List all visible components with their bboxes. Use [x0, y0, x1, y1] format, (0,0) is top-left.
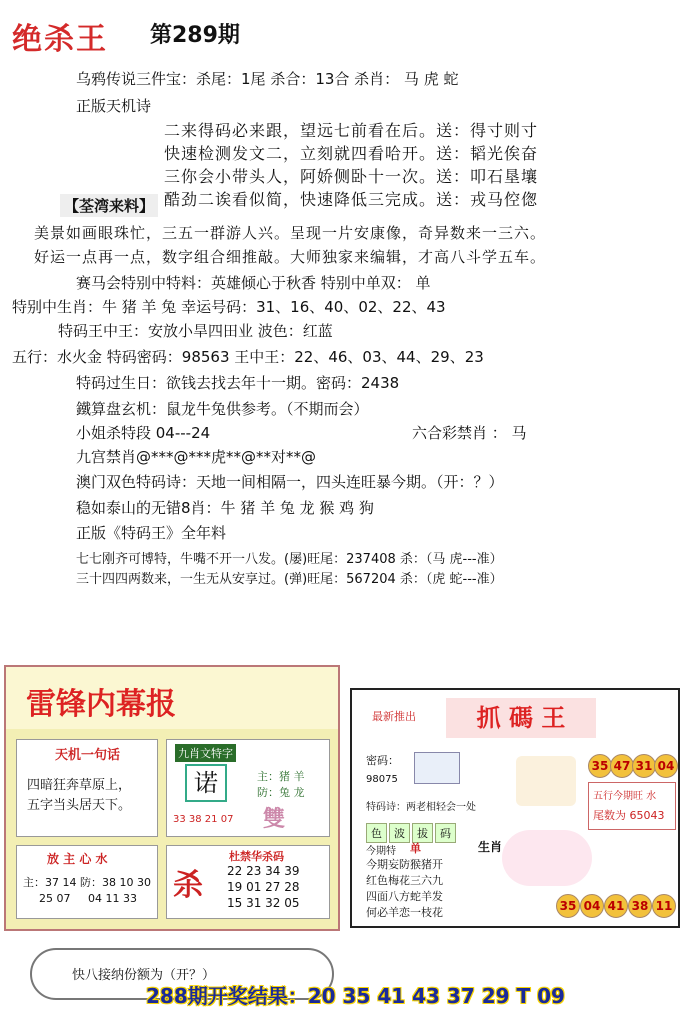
sha-row: 22 23 34 39	[227, 864, 300, 878]
nine-zodiac-title: 九肖文特字	[175, 744, 236, 762]
lottery-result: 288期开奖结果：20 35 41 43 37 29 T 09	[146, 984, 565, 1008]
weishu-label: 尾数为 65043	[593, 809, 665, 822]
sha-character: 杀	[173, 868, 203, 903]
left-panel-title: 雷锋内幕报	[26, 687, 176, 722]
wide-verse: 好运一点再一点，数字组合细推敲。大师独家来编辑，才高八斗学五车。	[34, 248, 547, 266]
wuxing-box	[588, 782, 676, 830]
shengxiao-label: 生肖	[478, 840, 503, 854]
poem-line: 三你会小带头人，阿娇侧卧十一次。送：叩石垦壤	[164, 167, 539, 186]
fangzhu-row: 主：37 14 防：38 10 30	[23, 876, 151, 889]
danshuang-label: 今期特	[366, 846, 396, 857]
info-line: 稳如泰山的无错8肖：牛 猪 羊 兔 龙 猴 鸡 狗	[76, 499, 374, 517]
sha-row: 15 31 32 05	[227, 896, 300, 910]
sha-box	[166, 845, 330, 919]
mima-number: 98075	[366, 774, 398, 785]
ball-number: 41	[604, 894, 628, 918]
logo-icon	[414, 752, 460, 784]
ball-number: 38	[628, 894, 652, 918]
ball-number: 31	[632, 754, 656, 778]
fangzhu-row: 25 07 04 11 33	[39, 892, 137, 905]
ball-number: 04	[580, 894, 604, 918]
tag-chip: 拔	[412, 823, 433, 843]
special-text: 两老相轻会一处	[406, 802, 476, 813]
left-panel-header	[6, 667, 338, 729]
poem-line: 二来得码必来跟，望远七前看在后。送：得寸则寸	[164, 121, 539, 140]
shuang-character: 雙	[263, 807, 286, 832]
ball-number: 35	[588, 754, 612, 778]
zodiac-poem-line: 红色梅花三六九	[366, 874, 443, 887]
ball-number: 11	[652, 894, 676, 918]
ball-number: 04	[654, 754, 678, 778]
info-line: 正版《特码王》全年料	[76, 524, 227, 542]
zodiac-poem-line: 今期妄防猴猪开	[366, 858, 443, 871]
zodiac-poem-line: 何必羊恋一枝花	[366, 906, 443, 919]
page-title: 绝杀王	[12, 22, 108, 57]
poem-line: 快速检测发文二，立刻就四看哈开。送：韬光俟奋	[164, 144, 539, 163]
info-line: 六合彩禁肖 ： 马	[412, 424, 527, 442]
sha-title: 杜禁华杀码	[229, 850, 284, 863]
sha-row: 19 01 27 28	[227, 880, 300, 894]
special-label: 特码诗：	[366, 802, 406, 813]
issue-number: 第289期	[150, 23, 240, 48]
mima-label: 密码：	[366, 754, 399, 767]
tianji-line: 五字当头居天下。	[27, 798, 132, 813]
special-poem-label	[366, 798, 476, 813]
fangzhu-title: 放 主 心 水	[47, 852, 108, 866]
zodiac-poem-line: 四面八方蛇羊发	[366, 890, 443, 903]
ball-number: 47	[610, 754, 634, 778]
fang-label: 防：兔 龙	[257, 786, 305, 799]
right-panel-tag: 最新推出	[372, 710, 416, 723]
zhu-label: 主：猪 羊	[257, 770, 305, 783]
crow-line: 乌鸦传说三件宝：杀尾：1尾 杀合：13合 杀肖： 马 虎 蛇	[76, 70, 459, 88]
poem-heading: 正版天机诗	[76, 97, 152, 115]
info-line: 九宫禁肖@***@***虎**@**对**@	[76, 448, 317, 466]
info-line: 鐵算盘玄机：鼠龙牛兔供参考。（不期而会）	[76, 400, 369, 418]
tianji-title: 天机一句话	[55, 748, 121, 763]
ping-numbers: 33 38 21 07	[173, 814, 234, 825]
left-news-panel	[4, 665, 340, 931]
info-line: 澳门双色特码诗：天地一间相隔一，四头连旺暴今期。（开：？）	[76, 473, 504, 491]
info-line: 小姐杀特段 04---24	[76, 424, 211, 442]
info-line: 五行：水火金 特码密码：98563 王中王：22、46、03、44、29、23	[12, 348, 484, 366]
info-line: 赛马会特别中特料：英雄倾心于秋香 特别中单双： 单	[76, 274, 431, 292]
info-line: 特别中生肖：牛 猪 羊 兔 幸运号码：31、16、40、02、22、43	[12, 298, 446, 316]
tag-chip: 色	[366, 823, 387, 843]
tianji-line: 四暗狂奔草原上，	[27, 778, 132, 793]
section-label: 【荃湾来料】	[60, 194, 158, 217]
right-panel-title: 抓 碼 王	[446, 698, 596, 738]
wide-verse: 美景如画眼珠忙，三五一群游人兴。呈现一片安康像，奇异数来一三六。	[34, 224, 547, 242]
danshuang-value: 单	[410, 842, 421, 855]
info-line: 特码王中王：安放小旱四田业 波色：红蓝	[58, 322, 333, 340]
tag-chip: 波	[389, 823, 410, 843]
poem-line: 酷劲二诶看似简，快速降低三完成。送：戎马倥偬	[164, 190, 539, 209]
wuxing-label: 五行今期旺 水	[593, 791, 657, 802]
tag-chip: 码	[435, 823, 456, 843]
info-line: 特码过生日：欲钱去找去年十一期。密码：2438	[76, 374, 400, 392]
tail-line: 三十四四两数来，一生无从安享过。(弹)旺尾：567204 杀：（虎 蛇---准）	[76, 572, 503, 587]
tianji-box	[16, 739, 158, 837]
pig-image	[502, 830, 592, 886]
fangzhu-box	[16, 845, 158, 919]
cloud-text: 快八接纳份额为（开？）	[72, 968, 216, 983]
tiger-image	[516, 756, 576, 806]
right-news-panel	[350, 688, 680, 928]
ball-number: 35	[556, 894, 580, 918]
nuo-character: 诺	[185, 764, 227, 802]
tail-line: 七七刚齐可博特，牛嘴不开一八发。(屡)旺尾：237408 杀：（马 虎---准）	[76, 552, 503, 567]
nine-zodiac-box	[166, 739, 330, 837]
